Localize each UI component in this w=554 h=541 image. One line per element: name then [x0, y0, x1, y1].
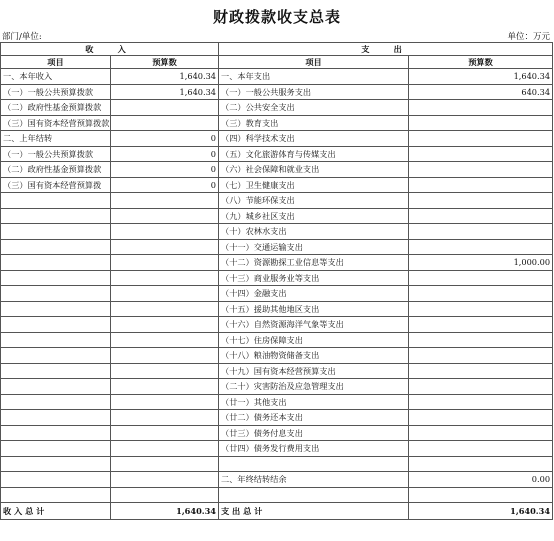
income-item-cell: （二）政府性基金预算拨款: [1, 100, 111, 116]
income-value-cell: [111, 255, 219, 271]
expense-value-cell: [409, 394, 553, 410]
table-row: [1, 69, 553, 85]
expense-item-cell: （十二）资源勘探工业信息等支出: [219, 255, 409, 271]
income-value-cell: [111, 193, 219, 209]
income-value-cell: [111, 379, 219, 395]
expense-value-cell: [409, 162, 553, 178]
expense-value-cell: [409, 379, 553, 395]
table-row: [1, 270, 553, 286]
income-item-cell: （一）一般公共预算拨款: [1, 84, 111, 100]
income-value-cell: [111, 208, 219, 224]
income-item-cell: 一、本年收入: [1, 69, 111, 85]
expense-value-cell: [409, 224, 553, 240]
table-row: [1, 100, 553, 116]
income-item-cell: [1, 193, 111, 209]
expense-value-cell: [409, 270, 553, 286]
expense-value-cell: 1,000.00: [409, 255, 553, 271]
expense-value-cell: [409, 193, 553, 209]
income-value-cell: [111, 394, 219, 410]
expense-value-cell: [409, 487, 553, 503]
income-value-cell: [111, 301, 219, 317]
table-row: [1, 379, 553, 395]
expense-value-cell: [409, 131, 553, 147]
income-value-cell: [111, 317, 219, 333]
budget-table: [0, 42, 553, 520]
income-value-cell: [111, 456, 219, 472]
income-item-cell: （二）政府性基金预算拨款: [1, 162, 111, 178]
expense-item-cell: （二）公共安全支出: [219, 100, 409, 116]
expense-item-cell: （七）卫生健康支出: [219, 177, 409, 193]
income-value-cell: [111, 441, 219, 457]
table-row: [1, 410, 553, 426]
expense-item-cell: （廿二）债务还本支出: [219, 410, 409, 426]
income-item-cell: [1, 410, 111, 426]
expense-value-cell: [409, 317, 553, 333]
expense-item-cell: （四）科学技术支出: [219, 131, 409, 147]
table-row: [1, 84, 553, 100]
expense-item-cell: （廿四）债务发行费用支出: [219, 441, 409, 457]
income-item-cell: [1, 394, 111, 410]
expense-header: 支 出: [219, 43, 553, 56]
table-row: [1, 441, 553, 457]
table-row: [1, 456, 553, 472]
income-total-label: 收 入 总 计: [1, 503, 111, 520]
expense-item-cell: （二十）灾害防治及应急管理支出: [219, 379, 409, 395]
income-item-cell: [1, 286, 111, 302]
table-row: [1, 239, 553, 255]
expense-value-cell: 640.34: [409, 84, 553, 100]
table-row: [1, 487, 553, 503]
expense-value-cell: [409, 115, 553, 131]
expense-item-cell: （十八）粮油物资储备支出: [219, 348, 409, 364]
income-value-cell: [111, 348, 219, 364]
income-total-value: 1,640.34: [111, 503, 219, 520]
expense-value-cell: [409, 441, 553, 457]
expense-item-cell: （六）社会保障和就业支出: [219, 162, 409, 178]
income-item-cell: [1, 472, 111, 488]
income-item-cell: [1, 363, 111, 379]
table-row: [1, 317, 553, 333]
income-value-cell: [111, 115, 219, 131]
income-value-cell: [111, 363, 219, 379]
expense-value-cell: [409, 146, 553, 162]
table-row: [1, 332, 553, 348]
expense-item-cell: （廿一）其他支出: [219, 394, 409, 410]
table-row: [1, 255, 553, 271]
expense-item-cell: （十四）金融支出: [219, 286, 409, 302]
income-item-cell: [1, 270, 111, 286]
income-value-cell: [111, 332, 219, 348]
department-label: 部门/单位:: [2, 32, 42, 42]
expense-item-cell: （十三）商业服务业等支出: [219, 270, 409, 286]
expense-value-cell: [409, 239, 553, 255]
income-value-cell: [111, 487, 219, 503]
page-title: 财政拨款收支总表: [212, 8, 341, 26]
table-row: [1, 363, 553, 379]
expense-value-cell: [409, 286, 553, 302]
income-item-cell: [1, 255, 111, 271]
table-body: [1, 69, 553, 503]
income-item-cell: [1, 425, 111, 441]
income-item-cell: 二、上年结转: [1, 131, 111, 147]
income-value-cell: [111, 425, 219, 441]
expense-item-cell: （九）城乡社区支出: [219, 208, 409, 224]
expense-value-cell: [409, 363, 553, 379]
expense-item-cell: 二、年终结转结余: [219, 472, 409, 488]
table-row: [1, 224, 553, 240]
income-value-cell: [111, 472, 219, 488]
expense-item-cell: 一、本年支出: [219, 69, 409, 85]
table-row: [1, 131, 553, 147]
expense-value-cell: [409, 425, 553, 441]
expense-item-cell: （廿三）债务付息支出: [219, 425, 409, 441]
income-value-cell: [111, 100, 219, 116]
income-value-cell: [111, 286, 219, 302]
income-value-cell: 1,640.34: [111, 84, 219, 100]
expense-total-label: 支 出 总 计: [219, 503, 409, 520]
total-row: [1, 503, 553, 520]
table-row: [1, 177, 553, 193]
expense-item-header: 项目: [219, 56, 409, 69]
income-value-cell: [111, 239, 219, 255]
expense-value-cell: [409, 410, 553, 426]
table-row: [1, 394, 553, 410]
expense-item-cell: （十九）国有资本经营预算支出: [219, 363, 409, 379]
income-value-cell: 0: [111, 146, 219, 162]
expense-item-cell: （八）节能环保支出: [219, 193, 409, 209]
income-budget-header: 预算数: [111, 56, 219, 69]
income-item-cell: [1, 456, 111, 472]
unit-label: 单位：万元: [507, 32, 550, 42]
table-row: [1, 115, 553, 131]
table-row: [1, 193, 553, 209]
expense-item-cell: （一）一般公共服务支出: [219, 84, 409, 100]
income-value-cell: 0: [111, 162, 219, 178]
table-row: [1, 301, 553, 317]
income-item-cell: [1, 441, 111, 457]
table-row: [1, 425, 553, 441]
income-value-cell: 0: [111, 177, 219, 193]
income-item-cell: [1, 208, 111, 224]
income-item-cell: [1, 301, 111, 317]
table-row: [1, 286, 553, 302]
expense-value-cell: [409, 456, 553, 472]
income-value-cell: 1,640.34: [111, 69, 219, 85]
expense-total-value: 1,640.34: [409, 503, 553, 520]
expense-value-cell: [409, 100, 553, 116]
income-item-cell: （三）国有资本经营预算拨款: [1, 115, 111, 131]
table-row: [1, 472, 553, 488]
expense-value-cell: [409, 301, 553, 317]
income-item-cell: [1, 332, 111, 348]
expense-item-cell: [219, 487, 409, 503]
income-header: 收 入: [1, 43, 219, 56]
expense-budget-header: 预算数: [409, 56, 553, 69]
expense-value-cell: 0.00: [409, 472, 553, 488]
income-value-cell: [111, 270, 219, 286]
table-row: [1, 162, 553, 178]
expense-value-cell: [409, 348, 553, 364]
income-value-cell: [111, 410, 219, 426]
expense-value-cell: 1,640.34: [409, 69, 553, 85]
income-item-cell: [1, 379, 111, 395]
table-row: [1, 348, 553, 364]
income-item-cell: [1, 239, 111, 255]
income-item-cell: [1, 224, 111, 240]
expense-item-cell: （十七）住房保障支出: [219, 332, 409, 348]
expense-item-cell: （十六）自然资源海洋气象等支出: [219, 317, 409, 333]
expense-value-cell: [409, 332, 553, 348]
income-item-cell: [1, 348, 111, 364]
expense-item-cell: （十五）援助其他地区支出: [219, 301, 409, 317]
income-item-cell: [1, 487, 111, 503]
expense-item-cell: [219, 456, 409, 472]
expense-value-cell: [409, 177, 553, 193]
expense-item-cell: （十）农林水支出: [219, 224, 409, 240]
table-row: [1, 208, 553, 224]
income-value-cell: [111, 224, 219, 240]
expense-value-cell: [409, 208, 553, 224]
income-item-header: 项目: [1, 56, 111, 69]
income-item-cell: [1, 317, 111, 333]
income-value-cell: 0: [111, 131, 219, 147]
income-item-cell: （三）国有资本经营预算拨: [1, 177, 111, 193]
income-item-cell: （一）一般公共预算拨款: [1, 146, 111, 162]
table-row: [1, 146, 553, 162]
expense-item-cell: （十一）交通运输支出: [219, 239, 409, 255]
expense-item-cell: （三）教育支出: [219, 115, 409, 131]
expense-item-cell: （五）文化旅游体育与传媒支出: [219, 146, 409, 162]
